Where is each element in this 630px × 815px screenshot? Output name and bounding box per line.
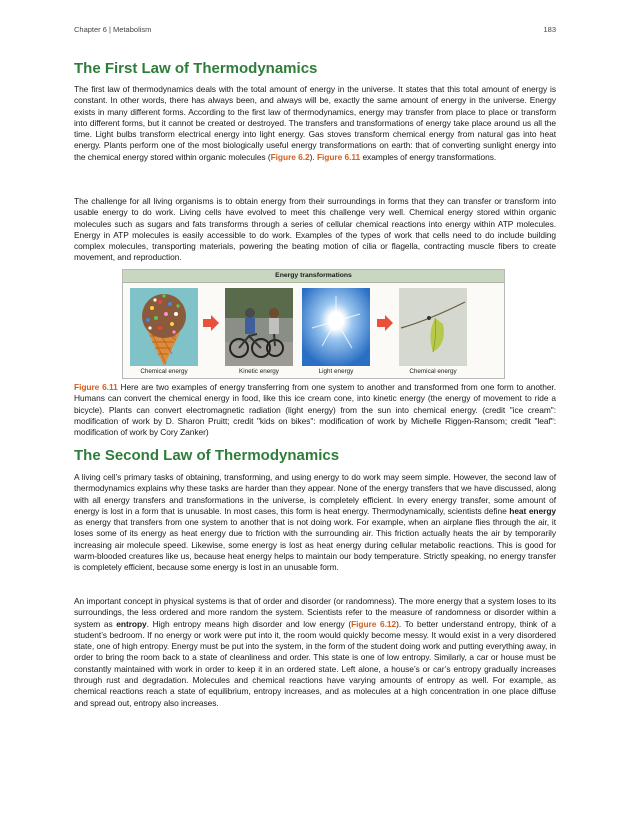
paragraph-energy-challenge: The challenge for all living organisms is to obtain energy from their surroundings in forms that they can transfer or transform into usable energy to do work. Living cells have evolved to meet this challenge very well. Chemical energy stored within organic molecules such as sugars and fats transforms through a series of cellular chemical reactions into energy within ATP molecules. Energy in ATP molecules is easily accessible to do work. Examples of the types of work that cells need to do include building complex molecules, transporting materials, powering the beating motion of cilia or flagella, contracting muscle fibers to create movement, and reproduction. bbox=[74, 196, 556, 263]
arrow-right-icon bbox=[377, 315, 393, 331]
figure-title: Energy transformations bbox=[123, 270, 504, 283]
figure-energy-transformations bbox=[122, 269, 505, 379]
running-head bbox=[74, 25, 556, 34]
label-chemical-energy-1: Chemical energy bbox=[140, 368, 188, 375]
sun-image bbox=[302, 288, 370, 375]
leaf-image bbox=[399, 288, 467, 375]
page-number: 183 bbox=[543, 25, 556, 34]
ice-cream-image bbox=[130, 288, 198, 375]
figure-6-2-link[interactable]: Figure 6.2 bbox=[270, 151, 310, 162]
kids-on-bikes-image bbox=[225, 288, 293, 375]
label-light-energy: Light energy bbox=[318, 368, 354, 375]
section-heading-first-law: The First Law of Thermodynamics bbox=[74, 60, 318, 77]
figure-caption: Figure 6.11 Here are two examples of energy transferring from one system to another and transformed from one form to another. Humans can convert the chemical energy in food, like this ice cream cone, into kinetic energy (the energy of movement to ride a bicycle). Plants can convert electromagnetic radiation (light energy) from the sun into chemical energy. (credit "ice cream": modification of work by D. Sharon Pruitt; credit "kids on bikes": modification of work by Michelle Riggen-Ransom; credit "leaf": modification of work by Cory Zanker) bbox=[74, 382, 556, 438]
label-kinetic-energy: Kinetic energy bbox=[239, 368, 279, 375]
chapter-title: Chapter 6 | Metabolism bbox=[74, 25, 152, 34]
figure-6-12-link[interactable]: Figure 6.12 bbox=[351, 618, 397, 629]
term-entropy: entropy bbox=[116, 618, 147, 629]
label-chemical-energy-2: Chemical energy bbox=[409, 368, 457, 375]
term-heat-energy: heat energy bbox=[509, 505, 556, 516]
section-heading-second-law: The Second Law of Thermodynamics bbox=[74, 447, 340, 464]
paragraph-first-law-intro: The first law of thermodynamics deals with the total amount of energy in the universe. It states that this total amount of energy is constant. In other words, there has always been, and always will be, exactly the same amount of energy in the universe. Energy exists in many different forms. According to the first law of thermodynamics, energy may transfer from place to place or transform into different forms, but it cannot be created or destroyed. The transfers and transformations of energy take place around us all the time. Light bulbs transform electrical energy into light energy. Gas stoves transform chemical energy from natural gas into heat energy. Plants perform one of the most biologically useful energy transformations on earth: that of converting sunlight energy into the chemical energy stored within organic molecules (Figure 6.2). Figure 6.11 examples of energy transformations. bbox=[74, 84, 556, 162]
arrow-right-icon bbox=[203, 315, 219, 331]
figure-6-11-caption-label[interactable]: Figure 6.11 bbox=[74, 382, 118, 392]
figure-6-11-link[interactable]: Figure 6.11 bbox=[316, 151, 361, 162]
paragraph-second-law-intro: A living cell’s primary tasks of obtaining, transforming, and using energy to do work may seem simple. However, the second law of thermodynamics explains why these tasks are harder than they appear. None of the energy transfers that we have discussed, along with all energy transfers and transformations in the universe, is completely efficient. In every energy transfer, some amount of energy is lost in a form that is unusable. In most cases, this form is heat energy. Thermodynamically, scientists define heat energy as energy that transfers from one system to another that is not doing work. For example, when an airplane flies through the air, it loses some of its energy as heat energy due to friction with the surrounding air. This friction actually heats the air by temporarily increasing air molecule speed. Likewise, some energy is lost as heat energy during cellular metabolic reactions. This is good for warm-blooded creatures like us, because heat energy helps to maintain our body temperature. Strictly speaking, no energy transfer is completely efficient, because some energy is lost in an unusable form. bbox=[74, 472, 556, 573]
paragraph-entropy: An important concept in physical systems is that of order and disorder (or randomness). The more energy that a system loses to its surroundings, the less ordered and more random the system. Scientists refer to the measure of randomness or disorder within a system as entropy. High entropy means high disorder and low energy (Figure 6.12). To better understand entropy, think of a student’s bedroom. If no energy or work were put into it, the room would quickly become messy. It would exist in a very disordered state, one of high entropy. Energy must be put into the system, in the form of the student doing work and putting everything away, in order to bring the room back to a state of cleanliness and order. This state is one of low entropy. Similarly, a car or house must be constantly maintained with work in order to keep it in an ordered state. Left alone, a house’s or car’s entropy gradually increases through rust and degradation. Molecules and chemical reactions have varying amounts of entropy as well. For example, as chemical reactions reach a state of equilibrium, entropy increases, and as molecules at a high concentration in one place diffuse and spread out, entropy also increases. bbox=[74, 596, 556, 708]
